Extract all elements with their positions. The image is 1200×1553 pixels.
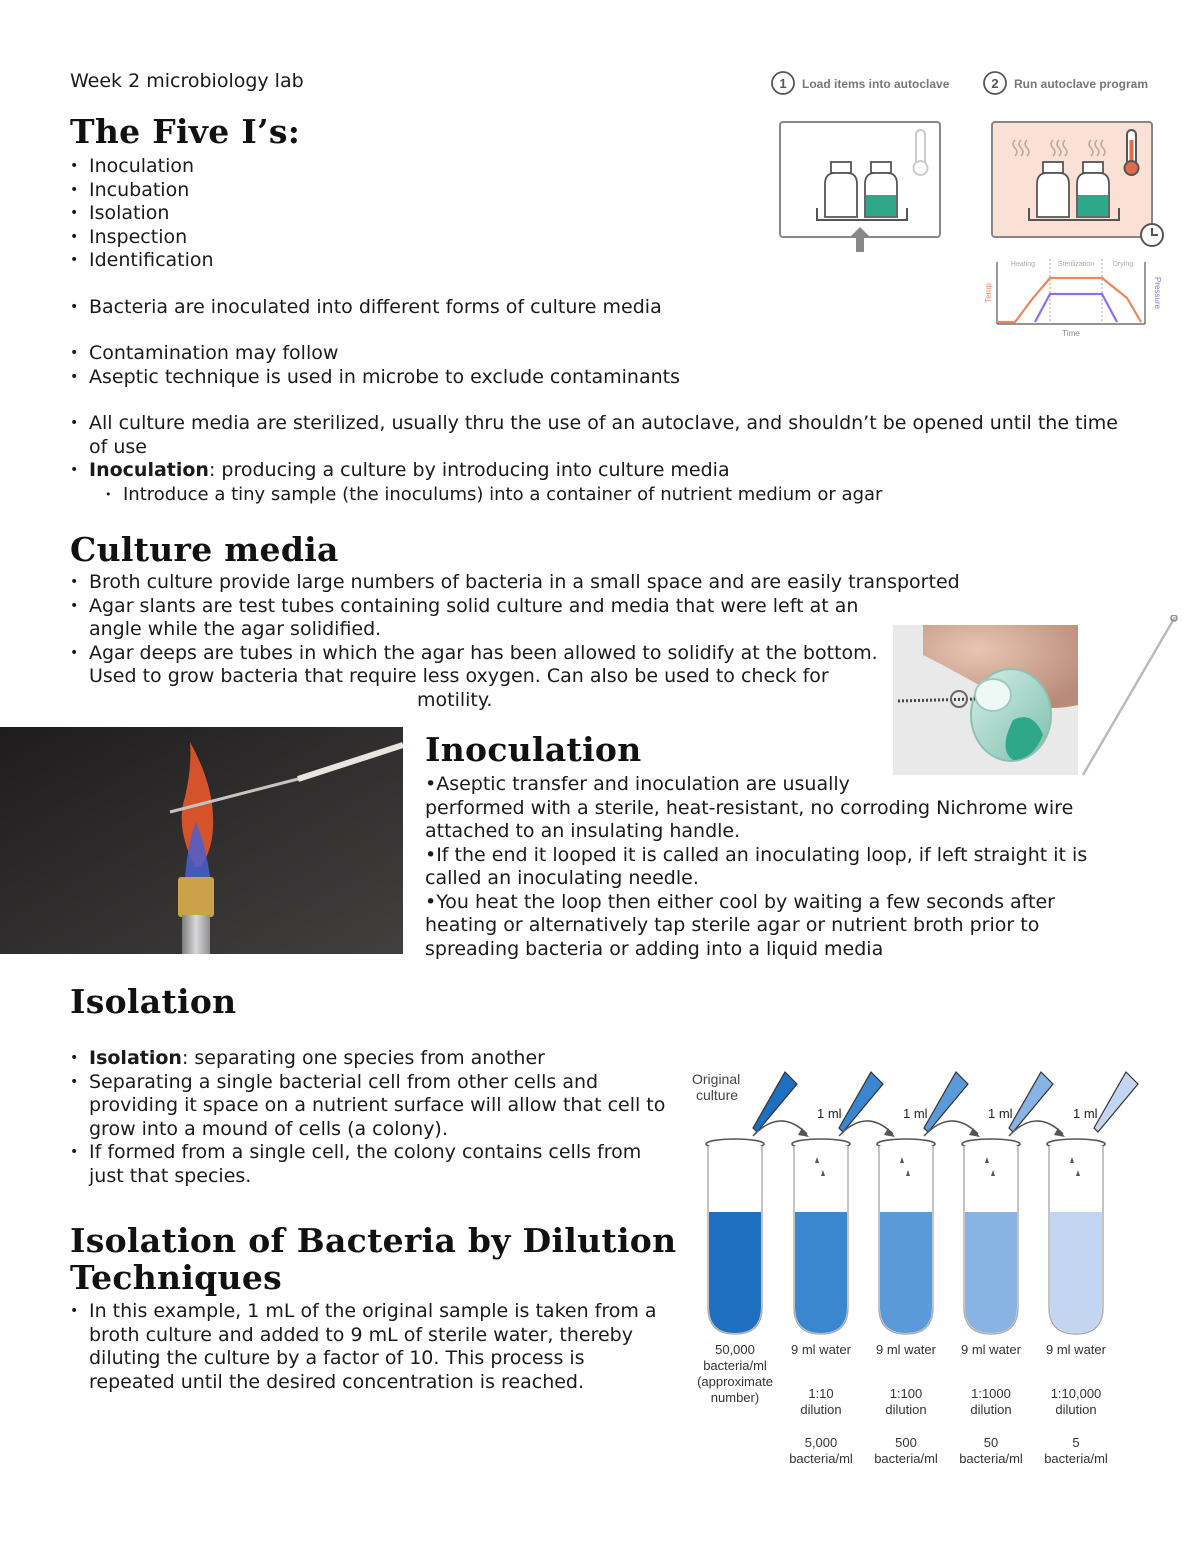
count-unit: bacteria/ml — [789, 1451, 853, 1466]
list-item — [70, 459, 1129, 483]
list-item: • Identification — [70, 249, 1129, 273]
culture-media-list — [70, 571, 960, 712]
line: attached to an insulating handle. — [425, 820, 741, 842]
line: •Aseptic transfer and inoculation are usually — [425, 773, 850, 795]
original-culture-label: culture — [696, 1087, 739, 1103]
definition-text: : producing a culture by introducing into culture media — [208, 459, 730, 481]
section-title-dilution — [70, 1222, 676, 1296]
line: providing it space on a nutrient surface will allow that cell to — [89, 1094, 666, 1116]
section-title-culture-media: Culture media — [70, 530, 339, 569]
tube-label: (approximate — [697, 1374, 773, 1389]
list-item — [70, 595, 960, 642]
temperature-curve — [997, 278, 1141, 322]
vial — [971, 669, 1051, 761]
bacteria-count: 5,000 — [804, 1435, 838, 1450]
line: heating or alternatively tap sterile agar or nutrient broth prior to — [425, 914, 1040, 936]
line: performed with a sterile, heat-resistant, no corroding Nichrome wire — [425, 796, 1074, 819]
tube-label: bacteria/ml — [703, 1358, 767, 1373]
inoculating-loop-vial-photo — [893, 615, 1183, 780]
list-item — [70, 1071, 665, 1142]
graph-ylabel-left: Temp — [984, 283, 993, 303]
pressure-curve — [1035, 294, 1117, 322]
water-label: 9 ml water — [876, 1342, 936, 1357]
dilution-word: dilution — [1055, 1402, 1097, 1417]
line: • Agar slants are test tubes containing solid culture and media that were left at an — [89, 594, 859, 617]
arrow-head-icon — [969, 1128, 980, 1137]
graph-ylabel-right: Pressure — [1153, 276, 1162, 310]
list-item — [70, 1300, 657, 1394]
autoclave-cycle-graph — [984, 259, 1162, 338]
inoculation-paragraph — [425, 773, 1087, 961]
section-title-isolation: Isolation — [70, 982, 237, 1021]
line: spreading bacteria or adding into a liquid media — [425, 937, 884, 960]
graph-phase-label: Drying — [1112, 261, 1134, 268]
line: diluting the culture by a factor of 10. This process is — [89, 1347, 585, 1369]
tube-liquid — [880, 1212, 932, 1333]
line: repeated until the desired concentration is reached. — [89, 1370, 585, 1393]
transfer-volume-label: 1 ml — [903, 1106, 928, 1121]
list-item — [70, 1141, 665, 1188]
line: just that species. — [89, 1164, 252, 1187]
line: broth culture and added to 9 mL of sterile water, thereby — [89, 1323, 633, 1346]
section-title-five-is: The Five I’s: — [70, 112, 301, 151]
bacteria-count: 5 — [1072, 1435, 1080, 1450]
step2-label: Run autoclave program — [1014, 77, 1149, 91]
burner-tip — [178, 877, 214, 917]
tube-liquid — [965, 1212, 1017, 1333]
dilution-ratio: 1:100 — [889, 1386, 923, 1401]
dilution-word: dilution — [800, 1402, 842, 1417]
graph-xlabel: Time — [1062, 329, 1080, 338]
sub-list-item: • Introduce a tiny sample (the inoculums) into a container of nutrient medium or agar — [70, 483, 1129, 507]
tube-liquid — [709, 1212, 761, 1333]
clock-icon — [1141, 224, 1163, 246]
bunsen-burner-photo — [0, 727, 403, 954]
tube-liquid — [795, 1212, 847, 1333]
transfer-volume-label: 1 ml — [817, 1106, 842, 1121]
water-label: 9 ml water — [961, 1342, 1021, 1357]
needle-handle — [1083, 617, 1175, 775]
term-bold: Inoculation — [89, 459, 209, 481]
list-item: • Aseptic technique is used in microbe to exclude contaminants — [70, 366, 1129, 390]
list-item: • Inoculation — [70, 155, 1129, 179]
step1-number: 1 — [779, 76, 787, 91]
line: • Agar deeps are tubes in which the agar has been allowed to solidify at the bottom. — [89, 641, 878, 664]
burner-barrel — [182, 915, 210, 954]
line: • If formed from a single cell, the colony contains cells from — [89, 1141, 642, 1163]
list-item: • Contamination may follow — [70, 342, 1129, 366]
list-item: • Incubation — [70, 179, 1129, 203]
pipette-icon — [1094, 1072, 1138, 1132]
section-title-inoculation: Inoculation — [425, 730, 642, 769]
list-item: • Broth culture provide large numbers of bacteria in a small space and are easily transported — [70, 571, 960, 595]
count-unit: bacteria/ml — [959, 1451, 1023, 1466]
bacteria-count: 500 — [895, 1435, 917, 1450]
line: grow into a mound of cells (a colony). — [89, 1117, 448, 1140]
bacteria-count: 50 — [983, 1435, 999, 1450]
list-item: • All culture media are sterilized, usually thru the use of an autoclave, and shouldn’t be opened until the time of use — [70, 412, 1129, 459]
count-unit: bacteria/ml — [874, 1451, 938, 1466]
transfer-volume-label: 1 ml — [1073, 1106, 1098, 1121]
serial-dilution-figure — [680, 1062, 1150, 1482]
step1-label: Load items into autoclave — [802, 77, 950, 91]
line: Used to grow bacteria that require less oxygen. Can also be used to check for — [89, 665, 829, 687]
list-item — [70, 1047, 665, 1071]
autoclave-figure — [765, 62, 1185, 352]
graph-phase-label: Sterilization — [1057, 261, 1095, 268]
isolation-list — [70, 1047, 665, 1188]
thermometer-hot-icon — [1125, 130, 1139, 175]
page-header: Week 2 microbiology lab — [70, 70, 304, 92]
term-bold: Isolation — [89, 1047, 182, 1069]
arrow-head-icon — [798, 1128, 809, 1137]
line: •If the end it looped it is called an inoculating loop, if left straight it is — [425, 843, 1088, 866]
count-unit: bacteria/ml — [1044, 1451, 1108, 1466]
list-item: • Bacteria are inoculated into different forms of culture media — [70, 296, 1129, 320]
dilution-ratio: 1:10,000 — [1050, 1386, 1102, 1401]
water-label: 9 ml water — [1046, 1342, 1106, 1357]
tube-label: 50,000 — [715, 1342, 755, 1357]
definition-text: : separating one species from another — [181, 1047, 545, 1069]
line: angle while the agar solidified. — [89, 618, 382, 640]
title-line: Techniques — [70, 1258, 283, 1297]
line: called an inoculating needle. — [425, 867, 699, 889]
step2-number: 2 — [991, 76, 999, 91]
tube-label: number) — [710, 1390, 760, 1405]
list-item — [70, 642, 960, 713]
graph-phase-label: Heating — [1010, 261, 1036, 268]
dilution-list — [70, 1300, 657, 1394]
list-item: • Isolation — [70, 202, 1129, 226]
arrow-head-icon — [884, 1128, 895, 1137]
arrow-head-icon — [1054, 1128, 1065, 1137]
thermometer-icon — [914, 130, 928, 175]
original-culture-label: Original — [692, 1071, 741, 1087]
line: •You heat the loop then either cool by waiting a few seconds after — [425, 890, 1055, 913]
water-label: 9 ml water — [791, 1342, 851, 1357]
transfer-volume-label: 1 ml — [988, 1106, 1013, 1121]
dilution-ratio: 1:1000 — [971, 1386, 1011, 1401]
dilution-ratio: 1:10 — [808, 1386, 834, 1401]
line: motility. — [417, 688, 493, 711]
line: • In this example, 1 mL of the original sample is taken from a — [89, 1300, 657, 1322]
tube-liquid — [1050, 1212, 1102, 1333]
dilution-word: dilution — [885, 1402, 927, 1417]
list-item: • Inspection — [70, 226, 1129, 250]
dilution-word: dilution — [970, 1402, 1012, 1417]
line: • Separating a single bacterial cell from other cells and — [89, 1070, 599, 1093]
title-line: Isolation of Bacteria by Dilution — [70, 1221, 677, 1260]
